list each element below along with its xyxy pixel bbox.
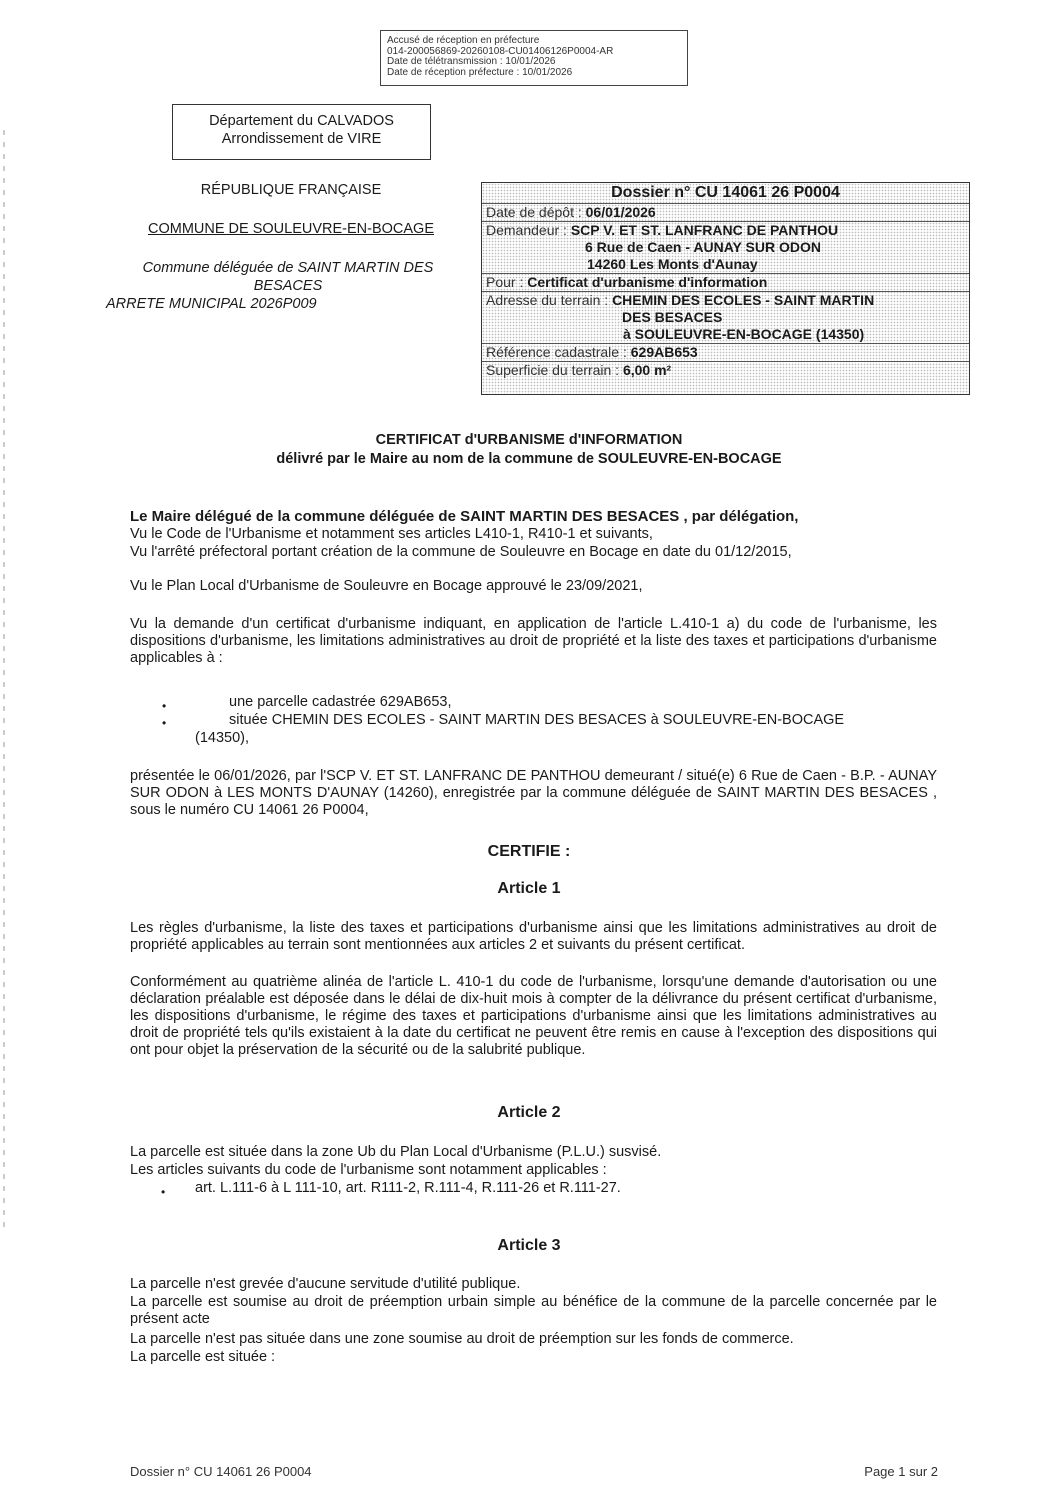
demandeur-address-2: 14260 Les Monts d'Aunay xyxy=(587,256,758,272)
depot-label: Date de dépôt : xyxy=(486,204,586,220)
dossier-number: Dossier n° CU 14061 26 P0004 xyxy=(482,183,969,204)
superficie-row xyxy=(482,362,969,379)
cadastre-label: Référence cadastrale : xyxy=(486,344,631,360)
arrete-number: ARRETE MUNICIPAL 2026P009 xyxy=(106,296,317,312)
article-3-heading: Article 3 xyxy=(497,1237,561,1254)
adresse-value-3: à SOULEUVRE-EN-BOCAGE (14350) xyxy=(623,326,865,342)
pour-label: Pour : xyxy=(486,274,528,290)
presentee-paragraph: présentée le 06/01/2026, par l'SCP V. ET ST. LANFRANC DE PANTHOU demeurant / situé(e) 6 Rue de Caen - B.P. - AUNAY SUR ODON à LES MONTS D'AUNAY (14260), enregistrée par la commune déléguée de SAINT MARTIN DES BESACES , sous le numéro CU 14061 26 P0004, xyxy=(130,768,937,818)
article-2-line-2: Les articles suivants du code de l'urbanisme sont notamment applicables : xyxy=(130,1162,607,1178)
stamp-line: Date de réception préfecture : 10/01/2026 xyxy=(387,66,573,78)
bullet-icon: • xyxy=(162,699,167,713)
article-2-bullet: art. L.111-6 à L 111-10, art. R111-2, R.111-4, R.111-26 et R.111-27. xyxy=(195,1180,621,1196)
commune-deleguee-prefix: Commune déléguée de xyxy=(142,260,298,276)
scan-margin-marks xyxy=(3,130,5,1230)
bullet-parcelle: une parcelle cadastrée 629AB653, xyxy=(229,694,452,710)
adresse-row xyxy=(482,292,969,344)
cadastre-row xyxy=(482,344,969,362)
article-1-paragraph-1: Les règles d'urbanisme, la liste des taxes et participations d'urbanisme ainsi que les limitations administratives au droit de propriété applicables au terrain sont mentionnées aux articles 2 et suivants du présent certificat. xyxy=(130,920,937,953)
department-line: Département du CALVADOS xyxy=(209,113,394,129)
pour-value: Certificat d'urbanisme d'information xyxy=(527,274,768,290)
certifie-heading: CERTIFIE : xyxy=(487,843,571,860)
demandeur-row xyxy=(482,222,969,274)
pour-row xyxy=(482,274,969,292)
vu-plu: Vu le Plan Local d'Urbanisme de Souleuvre en Bocage approuvé le 23/09/2021, xyxy=(130,578,643,594)
article-2-heading: Article 2 xyxy=(497,1104,561,1121)
bullet-situee: située CHEMIN DES ECOLES - SAINT MARTIN DES BESACES à SOULEUVRE-EN-BOCAGE xyxy=(229,712,845,728)
demandeur-label: Demandeur : xyxy=(486,222,571,238)
vu-demande: Vu la demande d'un certificat d'urbanisme indiquant, en application de l'article L.410-1 a) du code de l'urbanisme, les dispositions d'urbanisme, les limitations administratives au droit de propriété et la liste des taxes et participations d'urbanisme applicables à : xyxy=(130,616,937,666)
commune-heading: COMMUNE DE SOULEUVRE-EN-BOCAGE xyxy=(147,221,434,237)
article-3-line-3: La parcelle n'est pas située dans une zone soumise au droit de préemption sur les fonds de commerce. xyxy=(130,1331,794,1347)
maire-line: Le Maire délégué de la commune déléguée de SAINT MARTIN DES BESACES , par délégation, xyxy=(130,508,799,525)
demandeur-value: SCP V. ET ST. LANFRANC DE PANTHOU xyxy=(570,222,839,238)
certificat-title: CERTIFICAT d'URBANISME d'INFORMATION xyxy=(375,432,683,448)
cadastre-value: 629AB653 xyxy=(630,344,698,360)
article-2-line-1: La parcelle est située dans la zone Ub du Plan Local d'Urbanisme (P.L.U.) susvisé. xyxy=(130,1144,662,1160)
dossier-box xyxy=(481,182,970,395)
department-box xyxy=(172,104,431,160)
bullet-icon: • xyxy=(161,1185,166,1199)
vu-arrete-prefectoral: Vu l'arrêté préfectoral portant création de la commune de Souleuvre en Bocage en date du 01/12/2015, xyxy=(130,544,792,560)
footer-page-number: Page 1 sur 2 xyxy=(864,1464,938,1479)
article-3-line-2: La parcelle est soumise au droit de préemption urbain simple au bénéfice de la commune de la parcelle concernée par le présent acte xyxy=(130,1294,937,1327)
superficie-value: 6,00 m² xyxy=(622,362,672,378)
article-1-heading: Article 1 xyxy=(497,880,561,897)
stamp-line: Accusé de réception en préfecture xyxy=(387,35,540,46)
article-3-line-1: La parcelle n'est grevée d'aucune servitude d'utilité publique. xyxy=(130,1276,521,1292)
vu-code-urbanisme: Vu le Code de l'Urbanisme et notamment ses articles L410-1, R410-1 et suivants, xyxy=(130,526,653,542)
demandeur-address-1: 6 Rue de Caen - AUNAY SUR ODON xyxy=(585,239,821,255)
adresse-label: Adresse du terrain : xyxy=(486,292,613,308)
prefecture-receipt-stamp xyxy=(380,30,688,86)
adresse-value-2: DES BESACES xyxy=(622,309,723,325)
depot-value: 06/01/2026 xyxy=(585,204,656,220)
arrondissement-line: Arrondissement de VIRE xyxy=(221,131,382,147)
depot-row xyxy=(482,204,969,222)
republique-heading: RÉPUBLIQUE FRANÇAISE xyxy=(200,182,382,198)
bullet-icon: • xyxy=(162,716,167,730)
commune-deleguee xyxy=(112,259,464,295)
footer-dossier-number: Dossier n° CU 14061 26 P0004 xyxy=(130,1464,312,1479)
article-3-line-4: La parcelle est située : xyxy=(130,1349,276,1365)
adresse-value-1: CHEMIN DES ECOLES - SAINT MARTIN xyxy=(612,292,875,308)
commune-deleguee-name: SAINT MARTIN DES BESACES xyxy=(253,260,434,294)
article-1-paragraph-2: Conformément au quatrième alinéa de l'article L. 410-1 du code de l'urbanisme, lorsqu'une demande d'autorisation ou une déclaration préalable est déposée dans le délai de dix-huit mois à compter de la délivrance du présent certificat d'urbanisme, les dispositions d'urbanisme, le régime des taxes et participations d'urbanisme ainsi que les limitations administratives au droit de propriété tels qu'ils existaient à la date du certificat ne peuvent être remis en cause à l'exception des dispositions qui ont pour objet la préservation de la sécurité ou de la salubrité publique. xyxy=(130,974,937,1058)
bullet-situee-cont: (14350), xyxy=(195,730,250,746)
superficie-label: Superficie du terrain : xyxy=(486,362,623,378)
stamp-line: Date de télétransmission : 10/01/2026 xyxy=(387,56,556,67)
stamp-line: 014-200056869-20260108-CU01406126P0004-AR xyxy=(387,45,614,57)
certificat-subtitle: délivré par le Maire au nom de la commune de SOULEUVRE-EN-BOCAGE xyxy=(276,451,782,467)
